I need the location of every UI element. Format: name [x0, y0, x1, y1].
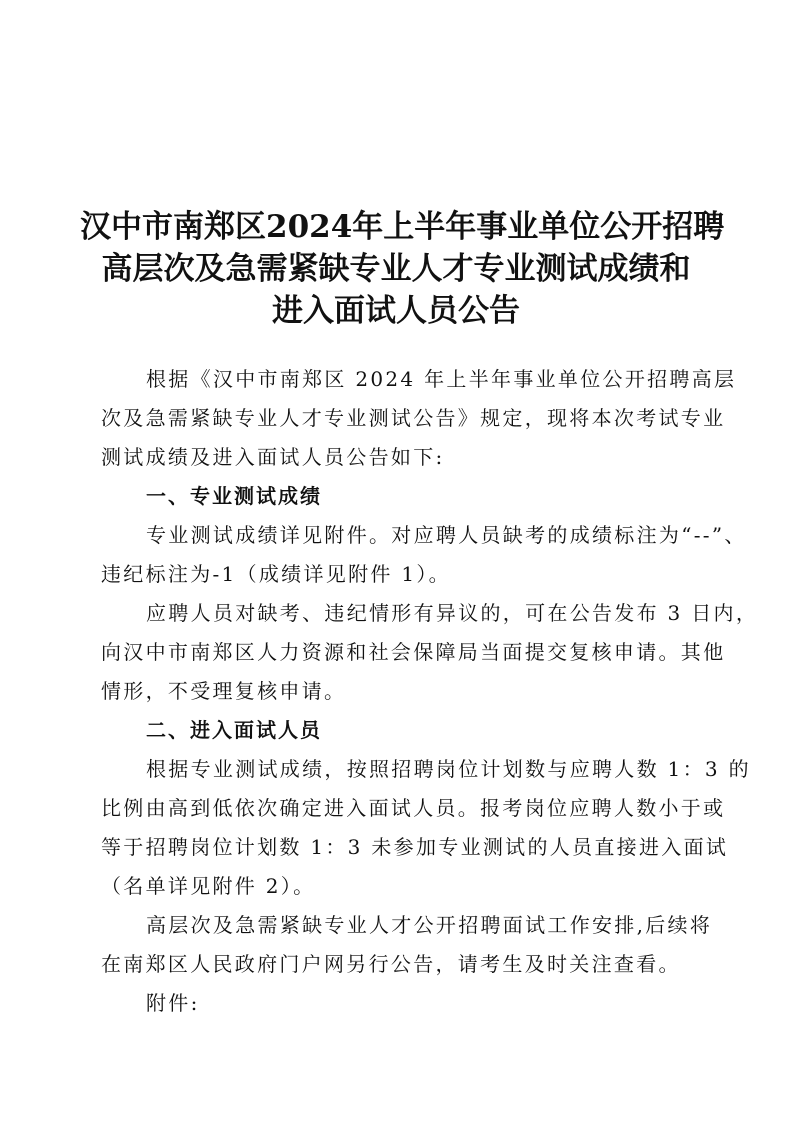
title-line-1: 汉中市南郑区2024年上半年事业单位公开招聘	[80, 209, 725, 245]
attachments-label: 附件:	[146, 991, 200, 1015]
section-1-heading: 一、专业测试成绩	[146, 484, 322, 508]
section-1-para2-line-3: 情形，不受理复核申请。	[101, 679, 347, 703]
title-line-2: 高层次及急需紧缺专业人才专业测试成绩和	[101, 251, 691, 287]
intro-line-3: 测试成绩及进入面试人员公告如下:	[101, 445, 445, 469]
announcement-title	[80, 206, 725, 332]
section-2-heading: 二、进入面试人员	[146, 718, 322, 742]
section-1-para2-line-1: 应聘人员对缺考、违纪情形有异议的，可在公告发布 3 日内，	[146, 601, 759, 625]
section-2-para1-line-4: （名单详见附件 2）。	[101, 874, 316, 898]
section-1-para1-line-2: 违纪标注为-1（成绩详见附件 1）。	[101, 562, 451, 586]
title-line-3: 进入面试人员公告	[272, 293, 520, 329]
section-1-para2-line-2: 向汉中市南郑区人力资源和社会保障局当面提交复核申请。其他	[101, 640, 726, 664]
intro-line-1: 根据《汉中市南郑区 2024 年上半年事业单位公开招聘高层	[146, 367, 737, 391]
section-2-para2-line-1: 高层次及急需紧缺专业人才公开招聘面试工作安排,后续将	[146, 913, 713, 937]
section-2-para1-line-3: 等于招聘岗位计划数 1：3 未参加专业测试的人员直接进入面试	[101, 835, 729, 859]
section-1-para1-line-1: 专业测试成绩详见附件。对应聘人员缺考的成绩标注为“--”、	[146, 523, 747, 547]
section-2-para2-line-2: 在南郑区人民政府门户网另行公告，请考生及时关注查看。	[101, 952, 681, 976]
section-2-para1-line-1: 根据专业测试成绩，按照招聘岗位计划数与应聘人数 1：3 的	[146, 757, 751, 781]
intro-line-2: 次及急需紧缺专业人才专业测试公告》规定，现将本次考试专业	[101, 406, 726, 430]
section-2-para1-line-2: 比例由高到低依次确定进入面试人员。报考岗位应聘人数小于或	[101, 796, 726, 820]
